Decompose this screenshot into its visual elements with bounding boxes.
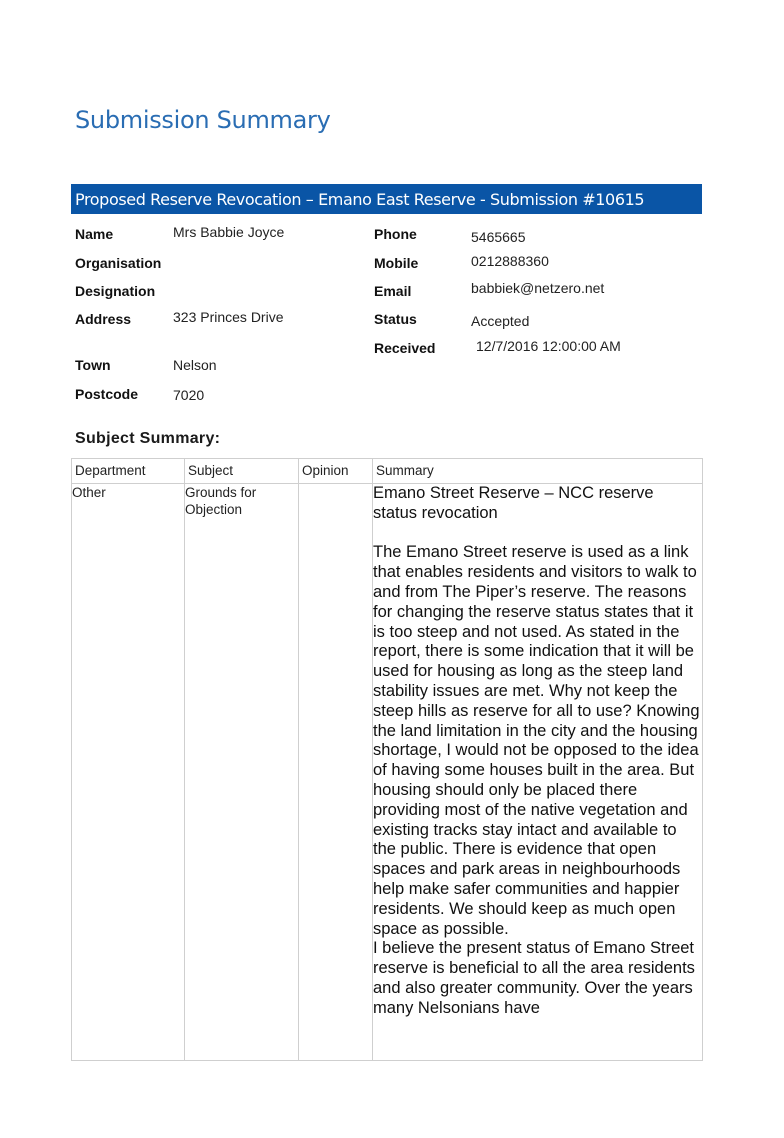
organisation-label: Organisation bbox=[75, 255, 162, 271]
submission-banner: Proposed Reserve Revocation – Emano East Reserve - Submission #10615 bbox=[71, 184, 702, 214]
summary-title: Emano Street Reserve – NCC reserve status revocation bbox=[373, 484, 654, 522]
table-header-row bbox=[72, 459, 703, 484]
received-label: Received bbox=[374, 340, 436, 356]
mobile-value: 0212888360 bbox=[471, 253, 549, 269]
table-row bbox=[72, 484, 703, 1061]
subject-summary-table bbox=[71, 458, 703, 1061]
column-header-summary: Summary bbox=[373, 459, 703, 484]
name-label: Name bbox=[75, 226, 114, 242]
name-value: Mrs Babbie Joyce bbox=[173, 224, 285, 240]
subject-summary-heading: Subject Summary: bbox=[75, 430, 221, 447]
subject-cell: Grounds for Objection bbox=[185, 484, 299, 1061]
received-value: 12/7/2016 12:00:00 AM bbox=[476, 338, 621, 354]
email-value[interactable]: babbiek@netzero.net bbox=[471, 280, 605, 296]
column-header-opinion: Opinion bbox=[299, 459, 373, 484]
column-header-department: Department bbox=[72, 459, 185, 484]
address-label: Address bbox=[75, 311, 132, 327]
department-cell: Other bbox=[72, 484, 185, 1061]
postcode-value: 7020 bbox=[173, 387, 205, 403]
designation-label: Designation bbox=[75, 283, 156, 299]
opinion-cell bbox=[299, 484, 373, 1061]
town-value: Nelson bbox=[173, 357, 217, 373]
mobile-label: Mobile bbox=[374, 255, 419, 271]
phone-label: Phone bbox=[374, 226, 417, 242]
status-label: Status bbox=[374, 311, 417, 327]
page-title: Submission Summary bbox=[75, 106, 331, 134]
status-value: Accepted bbox=[471, 313, 530, 329]
town-label: Town bbox=[75, 357, 111, 373]
summary-paragraph: I believe the present status of Emano Street reserve is beneficial to all the area residents and also greater community. Over the years many Nelsonians have bbox=[373, 939, 695, 1017]
column-header-subject: Subject bbox=[185, 459, 299, 484]
phone-value: 5465665 bbox=[471, 229, 526, 245]
summary-cell bbox=[373, 484, 703, 1061]
address-value: 323 Princes Drive bbox=[173, 309, 284, 325]
paragraph-spacer bbox=[373, 524, 702, 544]
email-label: Email bbox=[374, 283, 412, 299]
summary-paragraph: The Emano Street reserve is used as a link that enables residents and visitors to walk to and from The Piper’s reserve. The reasons for changing the reserve status states that it is too steep and not used. As stated in the report, there is some indication that it will be used for housing as long as the steep land stability issues are met. Why not keep the steep hills as reserve for all to use? Knowing the land limitation in the city and the housing shortage, I would not be opposed to the idea of having some houses built in the area. But housing should only be placed there providing most of the native vegetation and existing tracks stay intact and available to the public. There is evidence that open spaces and park areas in neighbourhoods help make safer communities and happier residents. We should keep as much open space as possible. bbox=[373, 543, 700, 938]
postcode-label: Postcode bbox=[75, 386, 139, 402]
